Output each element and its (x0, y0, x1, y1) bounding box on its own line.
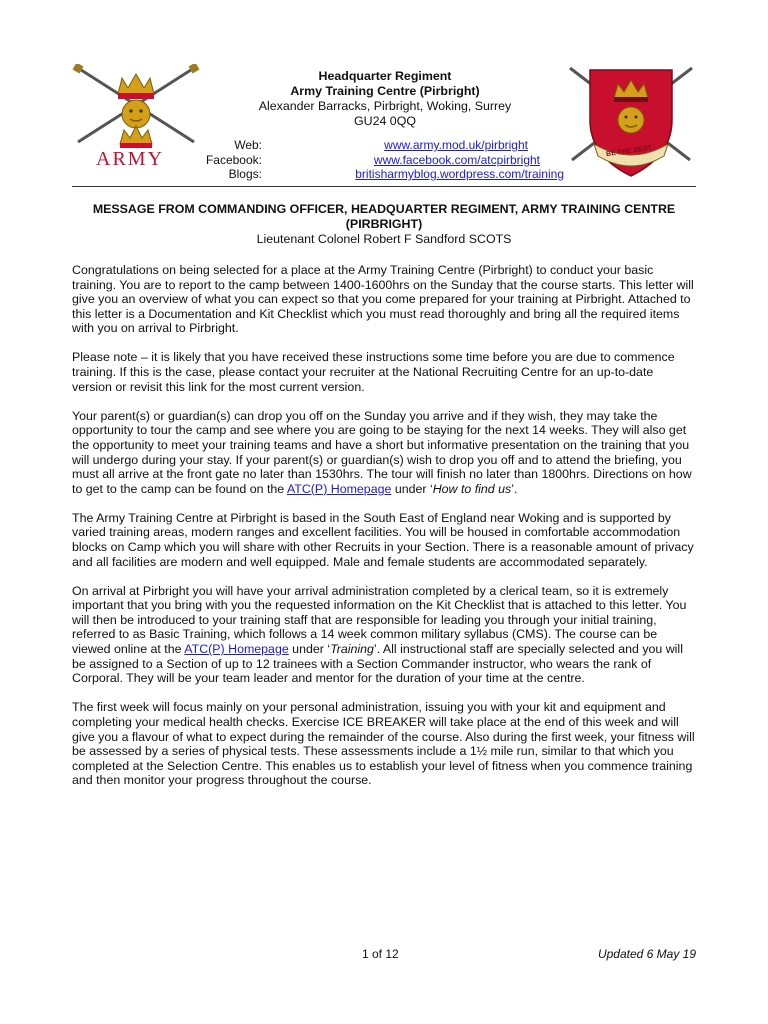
title-line-2: Army Training Centre (Pirbright) (290, 84, 480, 98)
paragraph-2: Please note – it is likely that you have received these instructions some time before you are due to commence training. If this is the case, please contact your recruiter at the National Recruiting Centre for an up-to-date version or revisit this link for the most current version. (72, 350, 675, 394)
letter-body (72, 263, 696, 802)
regiment-crest (566, 64, 696, 184)
crest-scroll-text: BE THE BEST (605, 144, 653, 159)
paragraph-5: On arrival at Pirbright you will have your arrival administration completed by a clerical team, so it is extremely important that you bring with you the requested information on the Kit Checklist that is attached to this letter. You will then be introduced to your training staff that are responsible for leading you through your initial training, referred to as Basic Training, which follows a 14 week common military syllabus (CMS). The course can be viewed online at the ATC(P) Homepage under ‘Training’. All instructional staff are specially selected and you will be assigned to a Section of up to 12 trainees with a Section Commander instructor, who wears the rank of Corporal. They will be your team leader and mentor for the duration of your time at the centre. (72, 583, 687, 686)
paragraph-4: The Army Training Centre at Pirbright is based in the South East of England near Woking and is supported by varied training areas, modern ranges and excellent facilities. You will be housed in comfortable accommodation blocks on Camp which you will share with other Recruits in your Section. There is a reasonable amount of privacy and all facilities are modern and well equipped. Male and female students are accommodated separately. (72, 510, 694, 569)
regiment-title (206, 69, 564, 129)
atcp-homepage-link-2[interactable]: ATC(P) Homepage (184, 642, 289, 657)
army-logo (72, 64, 200, 184)
paragraph-6: The first week will focus mainly on your personal administration, issuing you with your kit and equipment and completing your medical health checks. Exercise ICE BREAKER will take place at the end of this week and will give you a flavour of what to expect during the remainder of the course. Also during the first week, your fitness will be assessed by a series of physical tests. These assessments include a 1½ mile run, similar to that which you completed at the Selection Centre. This enables us to establish your level of fitness when you commence training and then monitor your progress throughout the course. (72, 700, 695, 788)
page-number: 1 of 12 (362, 947, 399, 961)
message-author: Lieutenant Colonel Robert F Sandford SCOTS (256, 232, 512, 246)
facebook-label: Facebook: (205, 152, 262, 167)
atcp-homepage-link[interactable]: ATC(P) Homepage (286, 481, 392, 496)
message-title: MESSAGE FROM COMMANDING OFFICER, HEADQUARTER REGIMENT, ARMY TRAINING CENTRE (PIRBRIGHT) (92, 202, 676, 231)
header-divider (72, 186, 696, 187)
army-logo-text: ARMY (96, 148, 165, 170)
letterhead (72, 64, 696, 188)
updated-date: Updated 6 May 19 (597, 947, 696, 961)
web-label: Web: (234, 138, 262, 152)
facebook-link[interactable]: www.facebook.com/atcpirbright (373, 152, 540, 167)
paragraph-3: Your parent(s) or guardian(s) can drop you off on the Sunday you arrive and if they wish, they may take the opportunity to tour the camp and see where you are going to be staying for the next 14 weeks. They will also get the opportunity to meet your training teams and have a short but informative presentation on the training that you will undergo during your stay. If your parent(s) or guardian(s) wish to drop you off and to attend the briefing, you must all arrive at the front gate no later than 1530hrs. The tour will finish no later than 1800hrs. Directions on how to get to the camp can be found on the ATC(P) Homepage under ‘How to find us’. (72, 408, 692, 496)
paragraph-1: Congratulations on being selected for a place at the Army Training Centre (Pirbright) to conduct your basic training. You are to report to the camp between 1400-1600hrs on the Sunday that the course starts. This letter will give you an overview of what you can expect so that you come prepared for your training at Pirbright. Attached to this letter is a Documentation and Kit Checklist which you must read thoroughly and bring all the required items with you on arrival to Pirbright. (72, 263, 694, 336)
message-heading (72, 202, 696, 247)
address-line-1: Alexander Barracks, Pirbright, Woking, Surrey (258, 99, 512, 113)
blogs-label: Blogs: (228, 167, 262, 181)
blogs-link[interactable]: britisharmyblog.wordpress.com/training (355, 167, 564, 181)
address-line-2: GU24 0QQ (354, 114, 416, 128)
web-link[interactable]: www.army.mod.uk/pirbright (384, 138, 528, 152)
contact-links (204, 138, 564, 182)
title-line-1: Headquarter Regiment (318, 69, 452, 83)
